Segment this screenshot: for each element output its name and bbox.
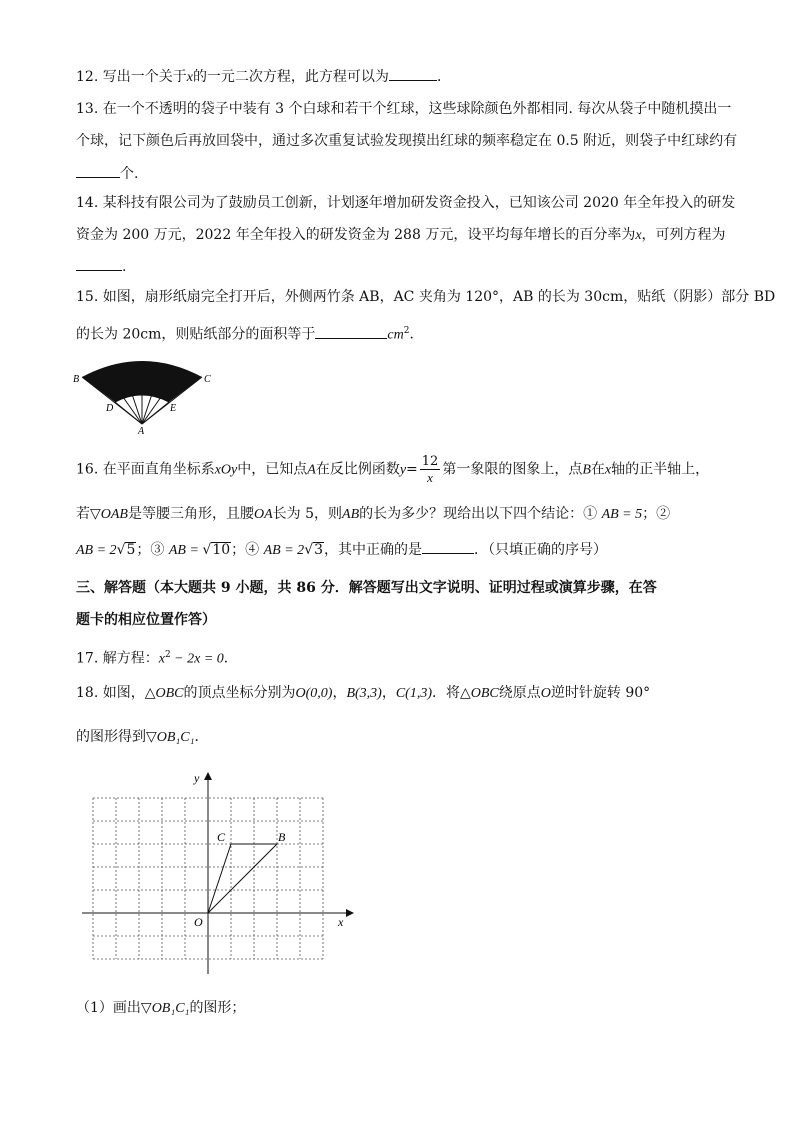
y-axis-arrow-icon [204,772,212,780]
question-15-line-1 [76,287,775,307]
q16-option-1: AB = 5 [601,507,643,522]
q16-oa: OA [253,507,273,522]
fraction-denominator: x [427,470,433,485]
question-14-line-3 [76,256,126,277]
question-16-line-3 [76,539,607,561]
q12-variable: x [186,70,193,85]
question-13-line-1 [76,99,731,119]
q16-equals: = [406,461,418,478]
q18-text: 绕原点 [498,685,541,701]
q14-text-2a: 资金为 200 万元，2022 年全年投入的研发资金为 288 万元，设平均每年增长的百分率为 [76,227,636,243]
question-number: 16. [76,461,99,478]
section-3-title-line-1: 三、解答题（本大题共 9 小题，共 86 分．解答题写出文字说明、证明过程或演算步骤，在答 [76,580,657,596]
fan-label-d: D [106,403,114,414]
q16-text: 在 [590,461,605,478]
question-13-line-2 [76,131,737,151]
section-3-title-line-2: 题卡的相应位置作答） [76,612,216,628]
q15-text-2: 的长为 20cm，则贴纸部分的面积等于 [76,326,316,343]
q17-exponent: 2 [164,650,171,660]
x-axis-arrow-icon [346,909,354,917]
question-number: 13. [76,101,99,117]
triangle-obc [208,844,277,913]
q14-text-2b: ，可列方程为 [641,227,726,243]
question-number: 12. [76,69,99,85]
sqrt-icon: √ [116,542,126,558]
q18-sub1-end: 的图形； [189,1000,246,1016]
point-label-b: B [278,830,286,844]
q18-sub1-text: （1）画出 [76,1000,141,1016]
question-18-part-1 [76,998,245,1019]
fan-figure [70,355,220,435]
q16-text: 中，已知点 [237,461,308,478]
q13-text-1: 在一个不透明的袋子中装有 3 个白球和若干个红球，这些球除颜色外都相同. 每次从袋子中随机摸出一 [102,101,732,117]
q16-option-3-lhs: AB = [168,543,203,558]
q18-text: 的图形得到 [76,729,146,745]
q18-sub1-triangle: ▽OB₁C₁ [140,1001,190,1016]
q16-point-b: B [582,462,591,478]
q16-text: ．（只填正确的序号） [474,542,608,558]
q15-end: ． [409,326,424,343]
question-18-line-2 [76,727,209,748]
q16-text: 若 [76,506,90,522]
fan-label-e: E [170,403,177,414]
q16-text: 在平面直角坐标系 [102,461,215,478]
q16-option-2-radicand: 5 [126,542,136,558]
q16-text: 在反比例函数 [315,461,400,478]
q16-coord-system: xOy [214,462,238,478]
question-12 [76,66,451,88]
q12-text-2: 的一元二次方程，此方程可以为 [192,69,389,85]
question-17 [76,645,238,670]
fan-label-b: B [73,374,80,385]
q12-end: ． [436,69,451,85]
q17-equation: − 2x = 0 [170,651,224,667]
q18-rotated-triangle: ▽OB₁C₁ [146,730,195,745]
point-label-c: C [217,830,226,844]
q15-unit: cm [387,327,404,343]
q16-option-2-lhs: AB = 2 [76,543,117,558]
q18-point-b: B(3,3) [346,686,382,701]
q18-text: 的顶点坐标分别为 [183,685,296,701]
q16-ab: AB [342,507,360,522]
answer-blank[interactable] [389,66,437,81]
q14-variable: x [635,228,642,243]
question-16-line-2 [76,504,670,525]
origin-label: O [194,915,203,929]
question-16-line-1 [76,454,709,485]
sqrt-icon: √ [304,542,314,558]
q16-text: ；④ [231,542,264,558]
sqrt-icon: √ [202,542,212,558]
question-18-line-1: 18. 如图，△OBC的顶点坐标分别为O(0,0)，B(3,3)，C(1,3)．将△OBC绕原点O逆时针旋转 90° [76,685,651,701]
fan-label-c: C [204,374,211,385]
axis-label-x: x [338,915,344,929]
axis-label-y: y [194,771,200,785]
q12-text-1: 写出一个关于 [102,69,187,85]
q14-text-1: 某科技有限公司为了鼓励员工创新，计划逐年增加研发资金投入，已知该公司 2020 年全年投入的研发 [102,195,736,211]
q13-text-2: 个球，记下颜色后再放回袋中，通过多次重复试验发现摸出红球的频率稳定在 0.5 附近，则袋子中红球约有 [76,133,738,149]
q16-option-3-radicand: 10 [212,542,231,558]
coordinate-grid-figure [78,770,358,980]
q18-point-o: O(0,0) [295,686,333,701]
q16-text: ；③ [136,542,169,558]
q17-text: 解方程： [102,650,159,667]
answer-blank[interactable] [76,256,122,271]
question-number: 18. [76,685,99,701]
q16-text: 轴的正半轴上， [611,461,710,478]
q13-end: 个. [120,166,139,182]
question-14-line-1 [76,193,735,213]
q16-text: 的长为多少？现给出以下四个结论：① [359,506,602,522]
q16-text: 第一象限的图象上，点 [442,461,583,478]
q16-point-a: A [307,462,316,478]
q18-text: ．将 [432,685,460,701]
question-number: 14. [76,195,99,211]
q15-unit-exponent: 2 [403,326,410,336]
q18-text: 逆时针旋转 90° [550,685,651,701]
q16-option-4-lhs: AB = 2 [263,543,305,558]
q17-x: x [158,651,165,667]
q16-x: x [604,462,612,478]
q18-triangle: △OBC [144,686,184,701]
q16-text: ；② [642,506,671,522]
answer-blank[interactable] [315,324,387,339]
q16-triangle: ▽OAB [90,507,128,522]
q18-origin: O [540,686,551,701]
question-15-line-2 [76,321,423,346]
question-number: 17. [76,650,99,667]
fraction-numerator: 12 [421,454,439,469]
fan-label-a: A [138,426,145,435]
answer-blank[interactable] [76,163,120,178]
answer-blank[interactable] [422,539,474,554]
q16-option-4-radicand: 3 [314,542,324,558]
q16-y: y [399,462,407,478]
q18-text: ． [194,729,209,745]
question-number: 15. [76,289,99,305]
q16-fraction [420,454,441,485]
q15-text-1: 如图，扇形纸扇完全打开后，外侧两竹条 AB，AC 夹角为 120°，AB 的长为 30cm，贴纸（阴影）部分 BD [102,289,776,305]
question-13-line-3 [76,163,138,184]
q18-point-c: C(1,3) [395,686,432,701]
q14-end: . [122,259,127,275]
q17-end: ． [223,650,238,667]
question-14-line-2 [76,225,726,246]
q16-text: 长为 5，则 [272,506,343,522]
q18-text: 如图， [102,685,145,701]
q16-text: 是等腰三角形，且腰 [127,506,254,522]
q18-triangle: △OBC [460,686,499,701]
q16-text: ，其中正确的是 [324,542,423,558]
